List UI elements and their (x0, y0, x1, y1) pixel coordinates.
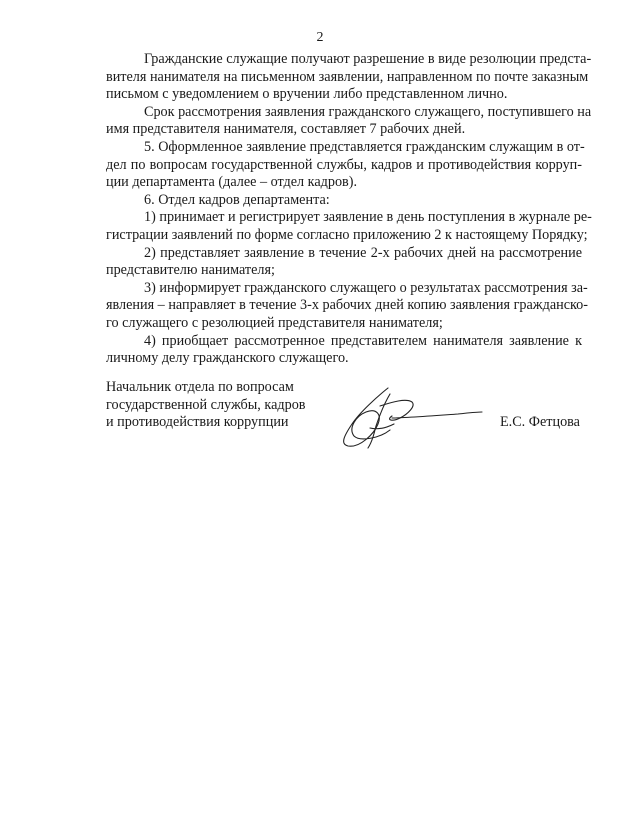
text-line: гистрации заявлений по форме согласно приложению 2 к настоящему Порядку; (106, 226, 588, 243)
text-line: дел по вопросам государственной службы, кадров и противодействия корруп- (106, 156, 582, 173)
signer-position (106, 379, 305, 432)
signer-name: Е.С. Фетцова (500, 414, 580, 430)
text-line: го служащего с резолюцией представителя нанимателя; (106, 314, 443, 331)
text-line: явления – направляет в течение 3-х рабочих дней копию заявления гражданско- (106, 297, 588, 314)
text-line: письмом с уведомлением о вручении либо представленном лично. (106, 86, 508, 103)
paragraph-item-5 (106, 138, 585, 192)
text-line: Гражданские служащие получают разрешение в виде резолюции предста- (144, 51, 592, 67)
text-line: 5. Оформленное заявление представляется гражданским служащим в от- (144, 138, 585, 155)
paragraph-subitem-3 (106, 279, 588, 333)
text-line: 2) представляет заявление в течение 2-х рабочих дней на рассмотрение (144, 244, 582, 261)
text-line: вителя нанимателя на письменном заявлении, направленном по почте заказным (106, 68, 589, 85)
text-line: Срок рассмотрения заявления гражданского служащего, поступившего на (144, 103, 592, 120)
text-line: 4) приобщает рассмотренное представителем нанимателя заявление к (144, 332, 582, 349)
page-number: 2 (316, 30, 324, 45)
paragraph-subitem-4 (106, 333, 582, 368)
text-line: личному делу гражданского служащего. (106, 350, 349, 367)
paragraph-subitem-2 (106, 245, 582, 280)
paragraph-permission-resolution (106, 51, 592, 104)
paragraph-item-6 (106, 192, 582, 210)
text-line: 3) информирует гражданского служащего о результатах рассмотрения за- (144, 279, 588, 296)
text-line: ции департамента (далее – отдел кадров). (106, 174, 358, 191)
handwritten-signature (330, 384, 490, 454)
signer-position-line: и противодействия коррупции (106, 414, 289, 431)
signer-position-line: государственной службы, кадров (106, 396, 306, 413)
text-line: 6. Отдел кадров департамента: (144, 191, 330, 208)
text-line: 1) принимает и регистрирует заявление в день поступления в журнале ре- (144, 209, 592, 226)
text-line: имя представителя нанимателя, составляет 7 рабочих дней. (106, 121, 466, 138)
text-line: представителю нанимателя; (106, 262, 275, 279)
document-body (106, 51, 592, 368)
signer-position-line: Начальник отдела по вопросам (106, 379, 294, 395)
paragraph-review-period (106, 103, 592, 139)
paragraph-subitem-1 (106, 209, 592, 244)
